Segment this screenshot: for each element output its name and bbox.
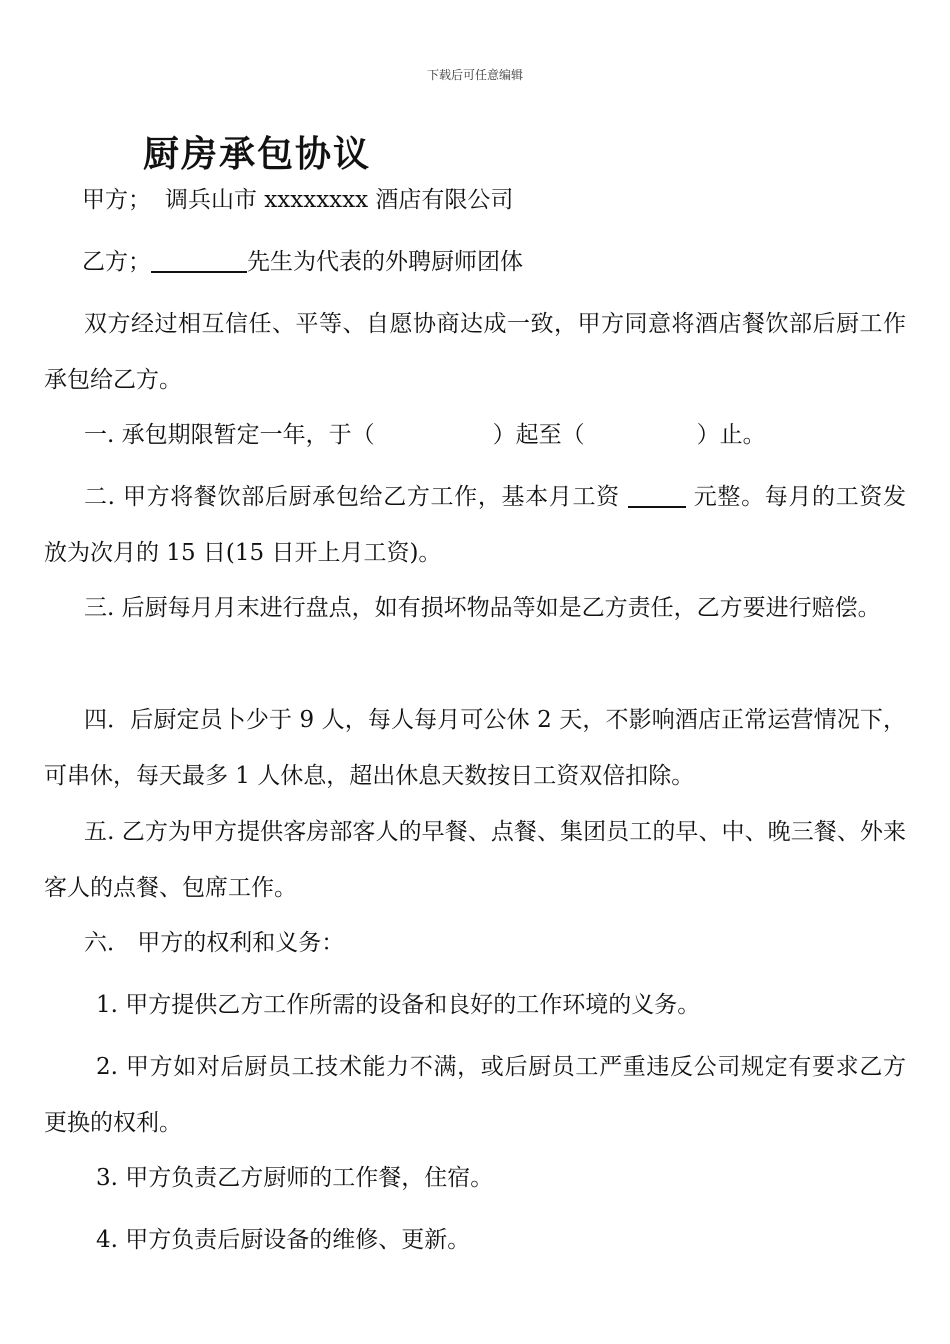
clause-1-start: 一. 承包期限暂定一年，于（ <box>84 422 375 448</box>
party-a-label: 甲方； <box>82 187 151 213</box>
document-title: 厨房承包协议 <box>143 133 372 175</box>
party-b-label: 乙方； <box>82 249 151 275</box>
party-b-text: 先生为代表的外聘厨师团体 <box>247 249 523 275</box>
clause-2 <box>44 469 906 581</box>
party-b-line <box>82 234 944 290</box>
clause-2-end: 元整。每月的工资发放为次月的 15 日(15 日开上月工资)。 <box>44 484 907 566</box>
clause-3: 三. 后厨每月月末进行盘点，如有损坏物品等如是乙方责任，乙方要进行赔偿。 <box>84 595 881 621</box>
salary-blank <box>628 482 686 508</box>
clause-6-item-2: 2. 甲方如对后厨员工技术能力不满，或后厨员工严重违反公司规定有要求乙方更换的权利。 <box>44 1054 906 1136</box>
clause-6-item-3: 3. 甲方负责乙方厨师的工作餐，住宿。 <box>96 1165 494 1191</box>
clause-1 <box>84 407 946 463</box>
clause-2-start: 二. 甲方将餐饮部后厨承包给乙方工作，基本月工资 <box>84 484 620 510</box>
intro-paragraph: 双方经过相互信任、平等、自愿协商达成一致，甲方同意将酒店餐饮部后厨工作承包给乙方。 <box>44 311 906 393</box>
party-b-name-blank <box>151 247 247 273</box>
party-a-name: 调兵山市 xxxxxxxx 酒店有限公司 <box>165 187 514 213</box>
clause-1-middle: ）起至（ <box>492 422 585 448</box>
clause-1-end: ）止。 <box>696 422 766 448</box>
clause-5: 五. 乙方为甲方提供客房部客人的早餐、点餐、集团员工的早、中、晚三餐、外来客人的点餐、包席工作。 <box>44 819 906 901</box>
party-a-line <box>82 172 944 228</box>
clause-6-heading: 六． 甲方的权利和义务： <box>84 930 345 956</box>
clause-6-item-1: 1. 甲方提供乙方工作所需的设备和良好的工作环境的义务。 <box>96 992 701 1018</box>
clause-4: 四．后厨定员卜少于 9 人，每人每月可公休 2 天，不影响酒店正常运营情况下，可串休，每天最多 1 人休息，超出休息天数按日工资双倍扣除。 <box>44 707 906 789</box>
clause-6-item-4: 4. 甲方负责后厨设备的维修、更新。 <box>96 1227 471 1253</box>
page-header-note: 下载后可任意编辑 <box>426 68 523 82</box>
